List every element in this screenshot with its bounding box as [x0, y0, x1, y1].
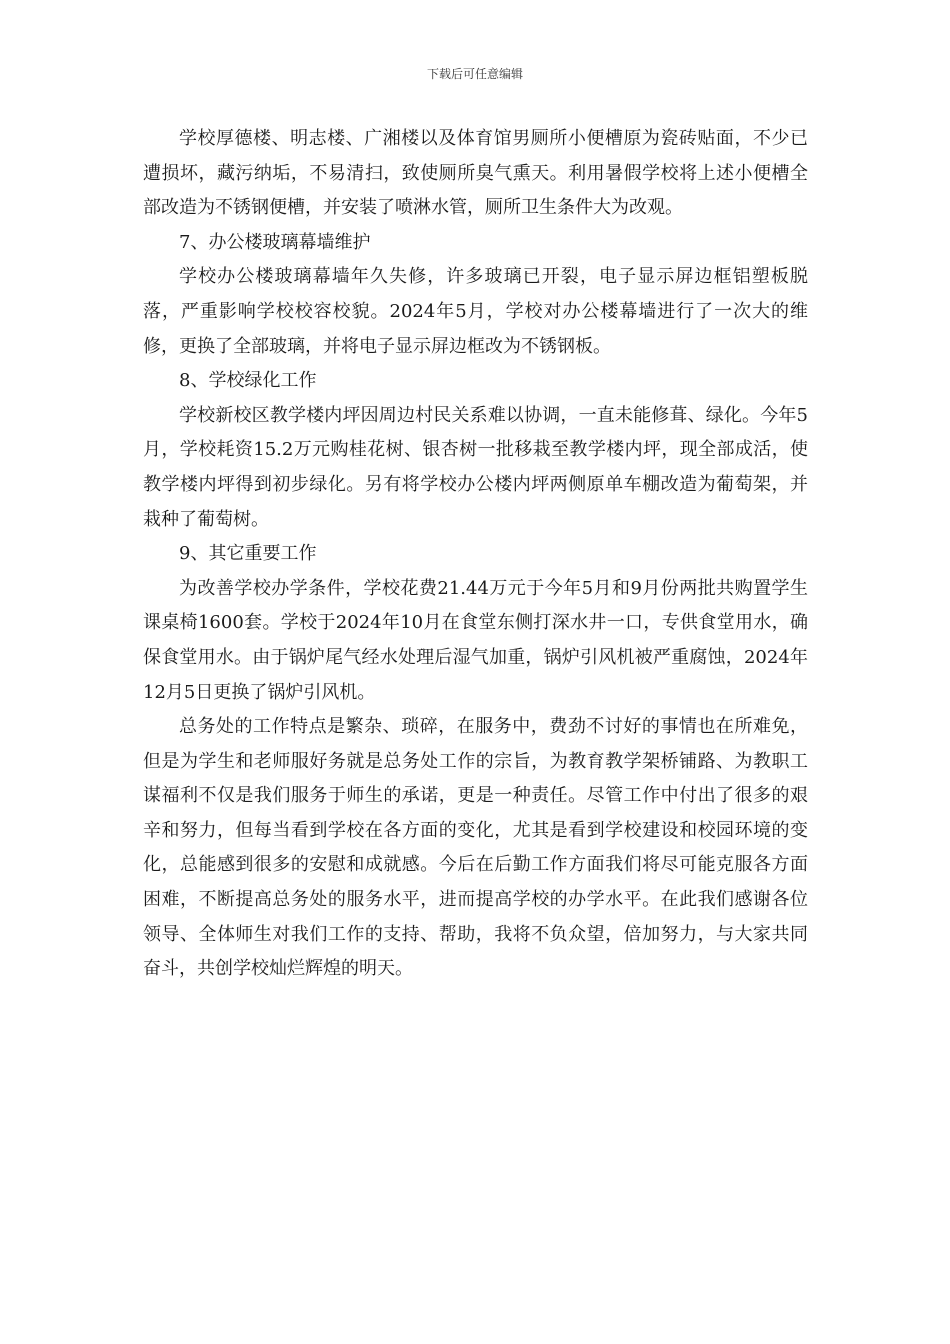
section-heading-greening: 8、学校绿化工作 [179, 370, 317, 392]
paragraph-urinal-renovation: 学校厚德楼、明志楼、广湘楼以及体育馆男厕所小便槽原为瓷砖贴面，不少已遭损坏，藏污纳垢，不易清扫，致使厕所臭气熏天。利用暑假学校将上述小便槽全部改造为不锈钢便槽，并安装了喷淋水管，厕所卫生条件大为改观。 [143, 128, 808, 219]
paragraph-conclusion: 总务处的工作特点是繁杂、琐碎，在服务中，费劲不讨好的事情也在所难免，但是为学生和老师服好务就是总务处工作的宗旨，为教育教学架桥铺路、为教职工谋福利不仅是我们服务于师生的承诺，更是一种责任。尽管工作中付出了很多的艰辛和努力，但每当看到学校在各方面的变化，尤其是看到学校建设和校园环境的变化，总能感到很多的安慰和成就感。今后在后勤工作方面我们将尽可能克服各方面困难，不断提高总务处的服务水平，进而提高学校的办学水平。在此我们感谢各位领导、全体师生对我们工作的支持、帮助，我将不负众望，倍加努力，与大家共同奋斗，共创学校灿烂辉煌的明天。 [143, 716, 808, 980]
paragraph-greening: 学校新校区教学楼内坪因周边村民关系难以协调，一直未能修葺、绿化。今年5月，学校耗资15.2万元购桂花树、银杏树一批移栽至教学楼内坪，现全部成活，使教学楼内坪得到初步绿化。另有将学校办公楼内坪两侧原单车棚改造为葡萄架，并栽种了葡萄树。 [143, 404, 808, 530]
page-header: 下载后可任意编辑 [426, 67, 523, 81]
section-heading-other-work: 9、其它重要工作 [179, 543, 317, 565]
paragraph-glass-curtain-wall: 学校办公楼玻璃幕墙年久失修，许多玻璃已开裂，电子显示屏边框铝塑板脱落，严重影响学校校容校貌。2024年5月，学校对办公楼幕墙进行了一次大的维修，更换了全部玻璃，并将电子显示屏边框改为不锈钢板。 [143, 266, 808, 357]
document-body [143, 122, 808, 987]
section-heading-glass-curtain-wall: 7、办公楼玻璃幕墙维护 [179, 231, 371, 253]
paragraph-other-work: 为改善学校办学条件，学校花费21.44万元于今年5月和9月份两批共购置学生课桌椅1600套。学校于2024年10月在食堂东侧打深水井一口，专供食堂用水，确保食堂用水。由于锅炉尾气经水处理后湿气加重，锅炉引风机被严重腐蚀，2024年12月5日更换了锅炉引风机。 [143, 577, 808, 703]
